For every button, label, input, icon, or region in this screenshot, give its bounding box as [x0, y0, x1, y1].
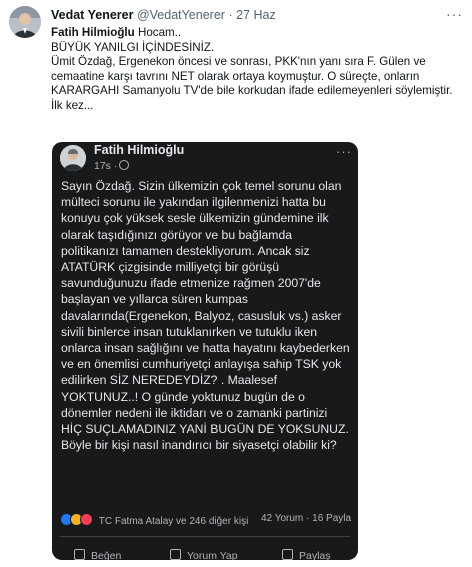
fb-share-action [282, 549, 331, 560]
fb-more-icon: ··· [336, 144, 352, 159]
fb-actions-bar [52, 544, 358, 560]
tweet-line-2: BÜYÜK YANILGI İÇİNDESİNİZ. [51, 40, 215, 54]
fb-comment-label: Yorum Yap [187, 550, 238, 560]
fb-share-label: Paylaş [299, 550, 331, 560]
fb-time-text: 17s · [94, 160, 118, 172]
user-avatar[interactable] [9, 6, 41, 38]
tweet-header [51, 8, 276, 23]
tweet-date[interactable]: 27 Haz [236, 8, 276, 22]
share-icon [282, 549, 293, 560]
fb-reactions-bar [60, 513, 358, 529]
author-name[interactable]: Vedat Yenerer [51, 8, 134, 22]
comment-icon [170, 549, 181, 560]
fb-post-text: Sayın Özdağ. Sizin ülkemizin çok temel sorunu olan mülteci sorunu ile yakından ilgilenmenizi hatta bu konuyu çok yüksek sesle ülkemizin gündemine ilk olarak taşıdığınızı görüyor ve bu bağlamda politikanızı tamamen destekliyorum. Ancak siz ATATÜRK çizgisinde milliyetçi bir görüşü savunduğunuzu ifade etmenize rağmen 2007'de başlayan ve yıllarca süren kumpas davalarında(Ergenekon, Balyoz, casusluk vs.) asker sivili binlerce insan tutuklanırken ve tutuklu iken onlarca insan sağlığını ve hatta hayatını kaybederken ve en önemlisi cumhuriyetçi anlayışa sahip TSK yok edilirken SİZ NEREDEYDİZ? . Maalesef YOKTUNUZ..! O günde yoktunuz bugün de o dönemler nedeni ile iktidarı ve o zamanki partinizi HİÇ SUÇLAMADINIZ YANİ BUGÜN DE YOKSUNUZ. Böyle bir kişi nasıl inandırıcı bir siyasetçi olabilir ki? [61, 179, 350, 453]
facebook-post-screenshot[interactable] [52, 142, 358, 560]
salutation-rest: Hocam.. [134, 26, 182, 39]
fb-author-avatar [60, 145, 86, 171]
fb-comment-action [170, 549, 238, 560]
love-reaction-icon [80, 513, 93, 526]
mention-name: Fatih Hilmioğlu [51, 26, 135, 39]
fb-avatar-portrait-icon [60, 145, 86, 171]
author-handle[interactable]: @VedatYenerer [136, 8, 225, 22]
more-horizontal-icon[interactable]: ··· [446, 6, 463, 22]
fb-like-action [74, 549, 121, 560]
tweet-text [51, 26, 461, 113]
tweet-paragraph: Ümit Özdağ, Ergenekon öncesi ve sonrası, PKK'nın yanı sıra F. Gülen ve cemaatine karşı tavrını NET olarak ortaya koymuştur. O süreçte, onların KARARGAHI Samanyolu TV'de bile korkudan ifade edilemeyenleri söylemiştir. [51, 55, 453, 97]
fb-divider [60, 536, 350, 537]
globe-icon [119, 160, 129, 170]
fb-post-time [94, 160, 129, 172]
salutation-line [51, 26, 461, 41]
fb-reactions-text: TC Fatma Atalay ve 246 diğer kişi [98, 516, 249, 527]
fb-counts-text: 42 Yorum · 16 Payla [261, 513, 352, 524]
fb-author-name: Fatih Hilmioğlu [94, 143, 185, 157]
separator-dot: · [228, 8, 233, 22]
avatar-portrait-icon [9, 6, 41, 38]
like-icon [74, 549, 85, 560]
fb-like-label: Beğen [91, 550, 122, 560]
tweet-closing: İlk kez... [51, 98, 94, 112]
